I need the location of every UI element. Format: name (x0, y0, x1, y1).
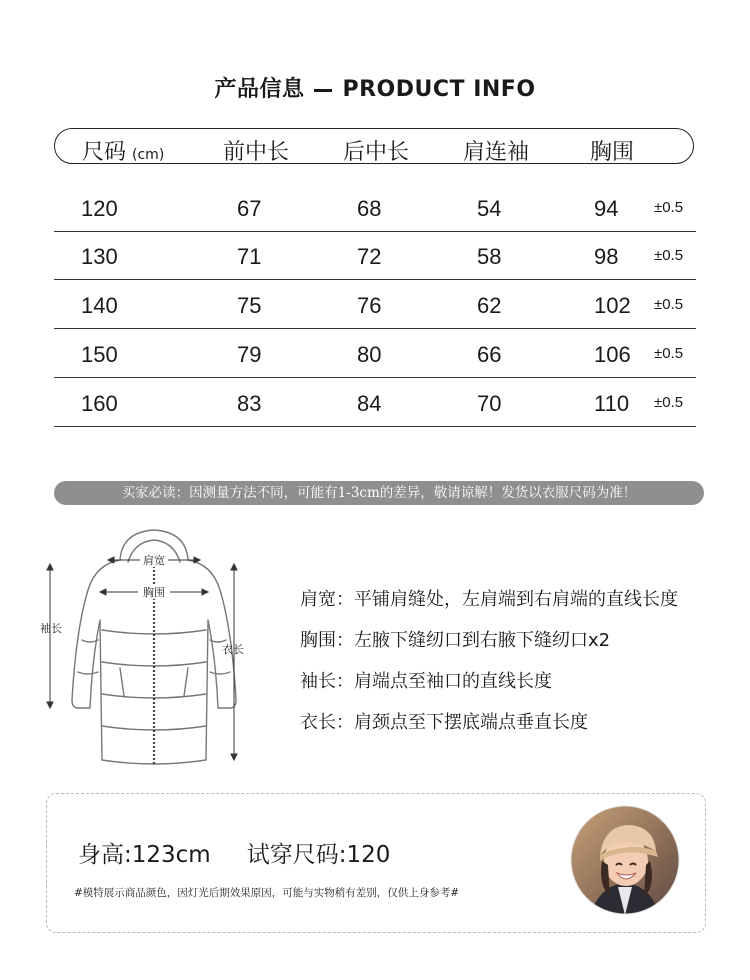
cell-chest: 106 (594, 342, 631, 367)
table-row (54, 281, 696, 329)
header-chest: 胸围 (590, 140, 635, 165)
cell-size: 120 (81, 196, 118, 221)
cell-front: 71 (237, 244, 262, 269)
definition-term: 胸围 (300, 630, 336, 651)
definition-term: 肩宽 (300, 589, 336, 610)
sleeve-arrow (47, 564, 53, 708)
diagram-label-shoulder: 肩宽 (143, 554, 165, 567)
definition-text: 左腋下缝纫口到右腋下缝纫口x2 (354, 630, 611, 651)
cell-back: 76 (357, 293, 382, 318)
title-en: PRODUCT INFO (342, 77, 536, 102)
definition-item: 肩宽：平铺肩缝处，左肩端到右肩端的直线长度 (300, 589, 678, 610)
cell-tolerance: ±0.5 (654, 394, 684, 411)
cell-front: 67 (237, 196, 262, 221)
row-divider (54, 426, 696, 427)
cell-chest: 98 (594, 244, 619, 269)
model-avatar (570, 805, 680, 915)
cell-front: 75 (237, 293, 262, 318)
definition-term: 衣长 (300, 712, 336, 733)
header-size-label: 尺码 (82, 140, 127, 165)
header-shoulder-sleeve: 肩连袖 (463, 140, 530, 165)
cell-sleeve: 70 (477, 391, 502, 416)
definition-text: 肩端点至袖口的直线长度 (354, 671, 552, 692)
cell-tolerance: ±0.5 (654, 199, 684, 216)
cell-front: 83 (237, 391, 262, 416)
definition-text: 平铺肩缝处，左肩端到右肩端的直线长度 (354, 589, 678, 610)
title-zh: 产品信息 (214, 77, 305, 102)
definition-item: 胸围：左腋下缝纫口到右腋下缝纫口x2 (300, 630, 611, 651)
model-disclaimer: #模特展示商品颜色，因灯光后期效果原因，可能与实物稍有差别，仅供上身参考# (74, 887, 460, 899)
row-divider (54, 328, 696, 329)
cell-back: 72 (357, 244, 382, 269)
length-arrow (231, 564, 237, 760)
buyer-notice: 买家必读：因测量方法不同，可能有1-3cm的差异，敬请谅解！发货以衣服尺码为准！ (54, 481, 704, 505)
header-size-unit: (cm) (132, 147, 165, 163)
table-row (54, 232, 696, 280)
cell-sleeve: 66 (477, 342, 502, 367)
table-row (54, 330, 696, 378)
cell-tolerance: ±0.5 (654, 247, 684, 264)
header-front-length: 前中长 (223, 140, 290, 165)
table-row (54, 184, 696, 232)
cell-size: 140 (81, 293, 118, 318)
row-divider (54, 279, 696, 280)
cell-size: 130 (81, 244, 118, 269)
diagram-label-sleeve: 袖长 (40, 622, 62, 635)
row-divider (54, 377, 696, 378)
cell-tolerance: ±0.5 (654, 296, 684, 313)
model-measurements (78, 836, 426, 869)
cell-back: 68 (357, 196, 382, 221)
cell-front: 79 (237, 342, 262, 367)
table-row (54, 379, 696, 427)
model-height: 身高:123cm (78, 842, 211, 868)
definition-item: 衣长：肩颈点至下摆底端点垂直长度 (300, 712, 588, 733)
cell-size: 150 (81, 342, 118, 367)
definition-text: 肩颈点至下摆底端点垂直长度 (354, 712, 588, 733)
cell-back: 84 (357, 391, 382, 416)
cell-size: 160 (81, 391, 118, 416)
header-size (82, 135, 164, 166)
definition-term: 袖长 (300, 671, 336, 692)
measurement-definitions (300, 585, 678, 749)
diagram-label-length: 衣长 (222, 643, 244, 656)
cell-chest: 94 (594, 196, 619, 221)
header-back-length: 后中长 (343, 140, 410, 165)
cell-sleeve: 62 (477, 293, 502, 318)
cell-chest: 110 (594, 391, 630, 416)
coat-diagram (30, 520, 270, 780)
definition-item: 袖长：肩端点至袖口的直线长度 (300, 671, 552, 692)
cell-sleeve: 58 (477, 244, 502, 269)
page-title (0, 72, 750, 103)
cell-sleeve: 54 (477, 196, 502, 221)
model-size: 试穿尺码:120 (246, 842, 391, 868)
cell-back: 80 (357, 342, 382, 367)
cell-tolerance: ±0.5 (654, 345, 684, 362)
cell-chest: 102 (594, 293, 631, 318)
title-dash (314, 89, 332, 92)
diagram-label-chest: 胸围 (143, 586, 165, 599)
